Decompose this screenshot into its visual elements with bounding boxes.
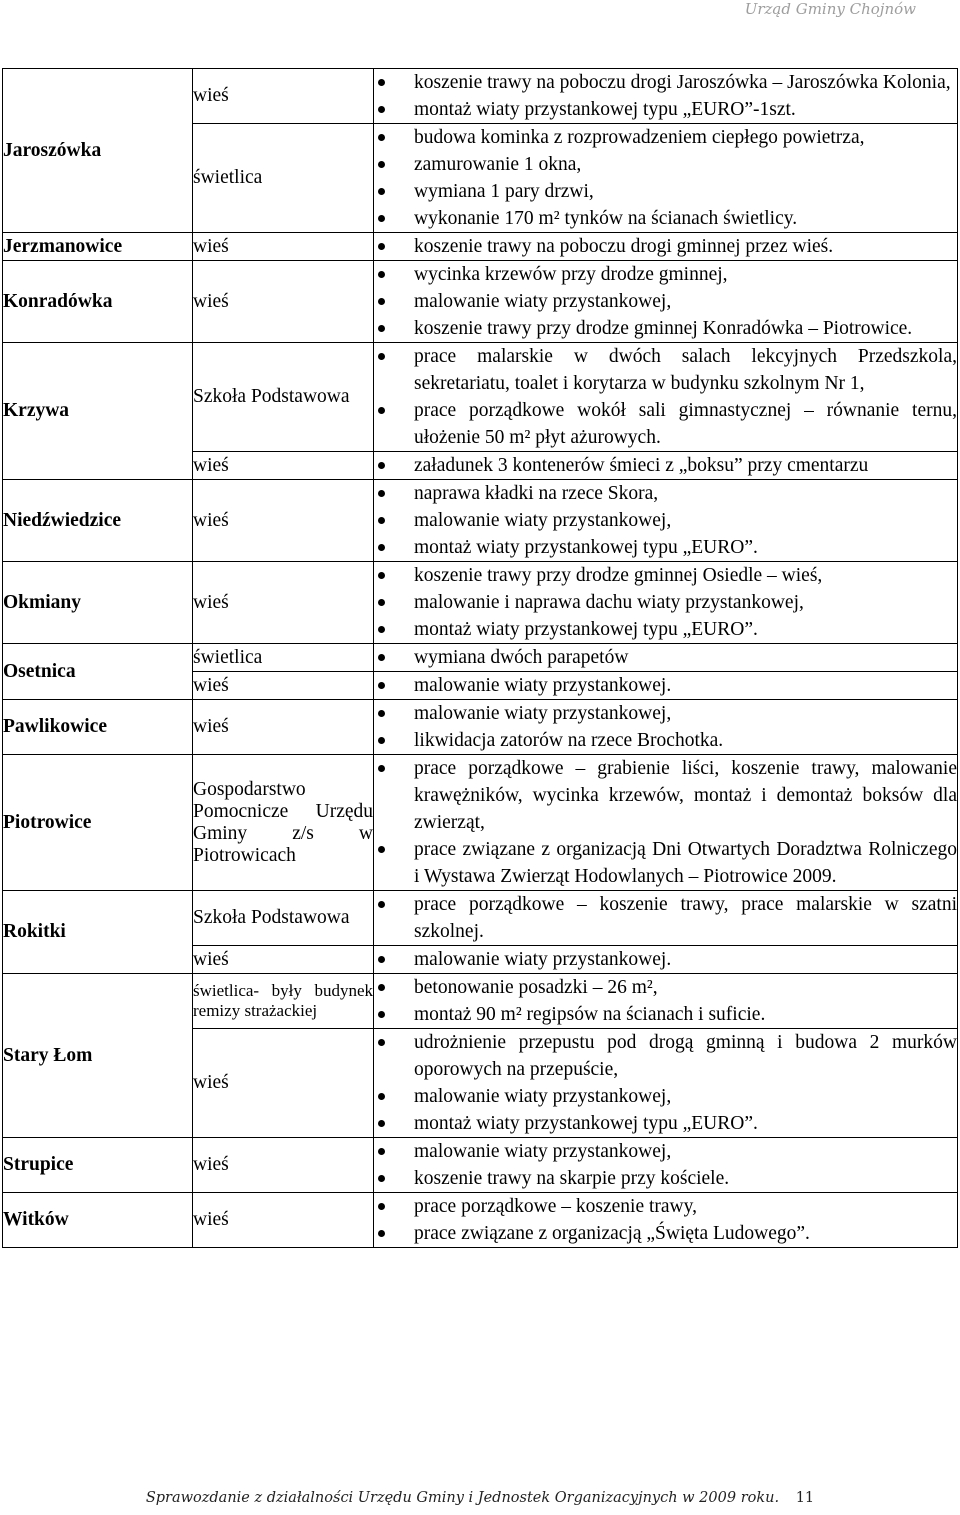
- task-list: [374, 974, 957, 1028]
- tasks-cell: [374, 644, 958, 672]
- task-list: [374, 261, 957, 342]
- task-item: malowanie wiaty przystankowej,: [374, 1083, 957, 1110]
- task-item: wymiana 1 pary drzwi,: [374, 178, 957, 205]
- object-cell: [193, 1029, 374, 1138]
- task-item: koszenie trawy na poboczu drogi Jaroszówka – Jaroszówka Kolonia,: [374, 69, 957, 96]
- location-cell: Okmiany: [3, 562, 193, 644]
- table-row: [3, 974, 958, 1029]
- task-item: wymiana dwóch parapetów: [374, 644, 957, 671]
- object-name: wieś: [193, 674, 229, 696]
- task-item: malowanie wiaty przystankowej.: [374, 672, 957, 699]
- task-item: likwidacja zatorów na rzece Brochotka.: [374, 727, 957, 754]
- object-cell: [193, 69, 374, 124]
- object-cell: [193, 1193, 374, 1248]
- task-list: [374, 69, 957, 123]
- table-row: [3, 644, 958, 672]
- object-name: wieś: [193, 716, 229, 737]
- object-name: wieś: [193, 1209, 229, 1230]
- task-item: koszenie trawy na poboczu drogi gminnej przez wieś.: [374, 233, 957, 260]
- tasks-cell: [374, 480, 958, 562]
- table-row: [3, 233, 958, 261]
- task-item: koszenie trawy przy drodze gminnej Osiedle – wieś,: [374, 562, 957, 589]
- table-row: [3, 343, 958, 452]
- task-item: udrożnienie przepustu pod drogą gminną i budowa 2 murków oporowych na przepuście,: [374, 1029, 957, 1083]
- task-item: prace porządkowe – grabienie liści, koszenie trawy, malowanie krawężników, wycinka krzewów, montaż i demontaż boksów dla zwierząt,: [374, 755, 957, 836]
- location-cell: Niedźwiedzice: [3, 480, 193, 562]
- location-cell: Krzywa: [3, 343, 193, 480]
- tasks-cell: [374, 1193, 958, 1248]
- task-item: betonowanie posadzki – 26 m²,: [374, 974, 957, 1001]
- task-item: montaż wiaty przystankowej typu „EURO”.: [374, 534, 957, 561]
- task-list: [374, 672, 957, 699]
- table-row: [3, 480, 958, 562]
- object-cell: [193, 480, 374, 562]
- tasks-cell: [374, 755, 958, 891]
- object-cell: [193, 644, 374, 672]
- location-cell: Jaroszówka: [3, 69, 193, 233]
- tasks-cell: [374, 1029, 958, 1138]
- page-number: 11: [795, 1490, 815, 1506]
- task-item: koszenie trawy przy drodze gminnej Konradówka – Piotrowice.: [374, 315, 957, 342]
- object-cell: [193, 700, 374, 755]
- tasks-cell: [374, 124, 958, 233]
- task-item: montaż wiaty przystankowej typu „EURO”.: [374, 616, 957, 643]
- task-item: prace malarskie w dwóch salach lekcyjnych Przedszkola, sekretariatu, toalet i korytarza w budynku szkolnym Nr 1,: [374, 343, 957, 397]
- task-list: [374, 343, 957, 451]
- object-name: wieś: [193, 509, 229, 531]
- object-cell: [193, 946, 374, 974]
- tasks-cell: [374, 233, 958, 261]
- location-cell: Pawlikowice: [3, 700, 193, 755]
- table-body: [3, 69, 958, 1248]
- table-row: [3, 562, 958, 644]
- task-list: [374, 452, 957, 479]
- task-item: załadunek 3 kontenerów śmieci z „boksu” przy cmentarzu: [374, 452, 957, 479]
- object-name: wieś: [193, 454, 229, 476]
- task-list: [374, 700, 957, 754]
- object-cell: [193, 124, 374, 233]
- tasks-cell: [374, 452, 958, 480]
- location-cell: Strupice: [3, 1138, 193, 1193]
- tasks-cell: [374, 974, 958, 1029]
- object-cell: [193, 672, 374, 700]
- task-item: montaż wiaty przystankowej typu „EURO”-1szt.: [374, 96, 957, 123]
- object-cell: [193, 233, 374, 261]
- object-name: wieś: [193, 85, 229, 106]
- task-list: [374, 562, 957, 643]
- task-item: zamurowanie 1 okna,: [374, 151, 957, 178]
- object-name: świetlica: [193, 646, 263, 668]
- object-cell: [193, 755, 374, 891]
- object-name: Szkoła Podstawowa: [193, 386, 350, 407]
- object-name: wieś: [193, 591, 229, 613]
- object-name: wieś: [193, 1072, 229, 1093]
- task-item: malowanie i naprawa dachu wiaty przystankowej,: [374, 589, 957, 616]
- task-list: [374, 644, 957, 671]
- table-row: [3, 700, 958, 755]
- tasks-cell: [374, 700, 958, 755]
- footer-text: Sprawozdanie z działalności Urzędu Gminy i Jednostek Organizacyjnych w 2009 roku.: [145, 1490, 780, 1506]
- tasks-cell: [374, 69, 958, 124]
- table-row: [3, 891, 958, 946]
- location-cell: Konradówka: [3, 261, 193, 343]
- location-cell: Rokitki: [3, 891, 193, 974]
- tasks-cell: [374, 672, 958, 700]
- task-item: prace porządkowe wokół sali gimnastycznej – równanie ternu, ułożenie 50 m² płyt ażurowych.: [374, 397, 957, 451]
- task-list: [374, 755, 957, 890]
- task-item: malowanie wiaty przystankowej,: [374, 700, 957, 727]
- table-row: [3, 755, 958, 891]
- task-item: malowanie wiaty przystankowej,: [374, 1138, 957, 1165]
- tasks-cell: [374, 946, 958, 974]
- object-cell: [193, 1138, 374, 1193]
- object-name: świetlica: [193, 167, 263, 188]
- task-list: [374, 891, 957, 945]
- object-cell: [193, 562, 374, 644]
- task-item: naprawa kładki na rzece Skora,: [374, 480, 957, 507]
- table-row: [3, 69, 958, 124]
- table-row: [3, 1138, 958, 1193]
- object-name: Szkoła Podstawowa: [193, 907, 350, 928]
- task-item: prace związane z organizacją Dni Otwartych Doradztwa Rolniczego i Wystawa Zwierząt Hodowlanych – Piotrowice 2009.: [374, 836, 957, 890]
- task-item: montaż wiaty przystankowej typu „EURO”.: [374, 1110, 957, 1137]
- task-item: malowanie wiaty przystankowej.: [374, 946, 957, 973]
- task-list: [374, 124, 957, 232]
- task-list: [374, 480, 957, 561]
- tasks-cell: [374, 1138, 958, 1193]
- task-item: wykonanie 170 m² tynków na ścianach świetlicy.: [374, 205, 957, 232]
- task-item: koszenie trawy na skarpie przy kościele.: [374, 1165, 957, 1192]
- object-cell: [193, 891, 374, 946]
- task-item: prace porządkowe – koszenie trawy, prace malarskie w szatni szkolnej.: [374, 891, 957, 945]
- tasks-cell: [374, 562, 958, 644]
- location-cell: Jerzmanowice: [3, 233, 193, 261]
- location-cell: Stary Łom: [3, 974, 193, 1138]
- task-item: prace związane z organizacją „Święta Ludowego”.: [374, 1220, 957, 1247]
- tasks-cell: [374, 261, 958, 343]
- tasks-cell: [374, 343, 958, 452]
- page-header: Urząd Gminy Chojnów: [744, 0, 916, 18]
- object-cell: [193, 343, 374, 452]
- works-table: [2, 68, 958, 1248]
- object-name: świetlica- były budynek remizy strażackiej: [193, 981, 373, 1020]
- task-item: budowa kominka z rozprowadzeniem ciepłego powietrza,: [374, 124, 957, 151]
- table-row: [3, 1193, 958, 1248]
- object-cell: [193, 261, 374, 343]
- task-item: wycinka krzewów przy drodze gminnej,: [374, 261, 957, 288]
- task-list: [374, 1193, 957, 1247]
- table-row: [3, 261, 958, 343]
- object-name: wieś: [193, 235, 229, 257]
- task-list: [374, 1029, 957, 1137]
- object-cell: [193, 452, 374, 480]
- object-name: wieś: [193, 1154, 229, 1175]
- task-item: prace porządkowe – koszenie trawy,: [374, 1193, 957, 1220]
- location-cell: Piotrowice: [3, 755, 193, 891]
- task-list: [374, 946, 957, 973]
- task-list: [374, 1138, 957, 1192]
- location-cell: Witków: [3, 1193, 193, 1248]
- location-cell: Osetnica: [3, 644, 193, 700]
- object-name: wieś: [193, 290, 229, 312]
- tasks-cell: [374, 891, 958, 946]
- object-name: wieś: [193, 948, 229, 970]
- page-footer: [0, 1490, 960, 1506]
- task-list: [374, 233, 957, 260]
- task-item: malowanie wiaty przystankowej,: [374, 288, 957, 315]
- task-item: malowanie wiaty przystankowej,: [374, 507, 957, 534]
- task-item: montaż 90 m² regipsów na ścianach i suficie.: [374, 1001, 957, 1028]
- object-cell: [193, 974, 374, 1029]
- object-name: Gospodarstwo Pomocnicze Urzędu Gminy z/s w Piotrowicach: [193, 778, 373, 866]
